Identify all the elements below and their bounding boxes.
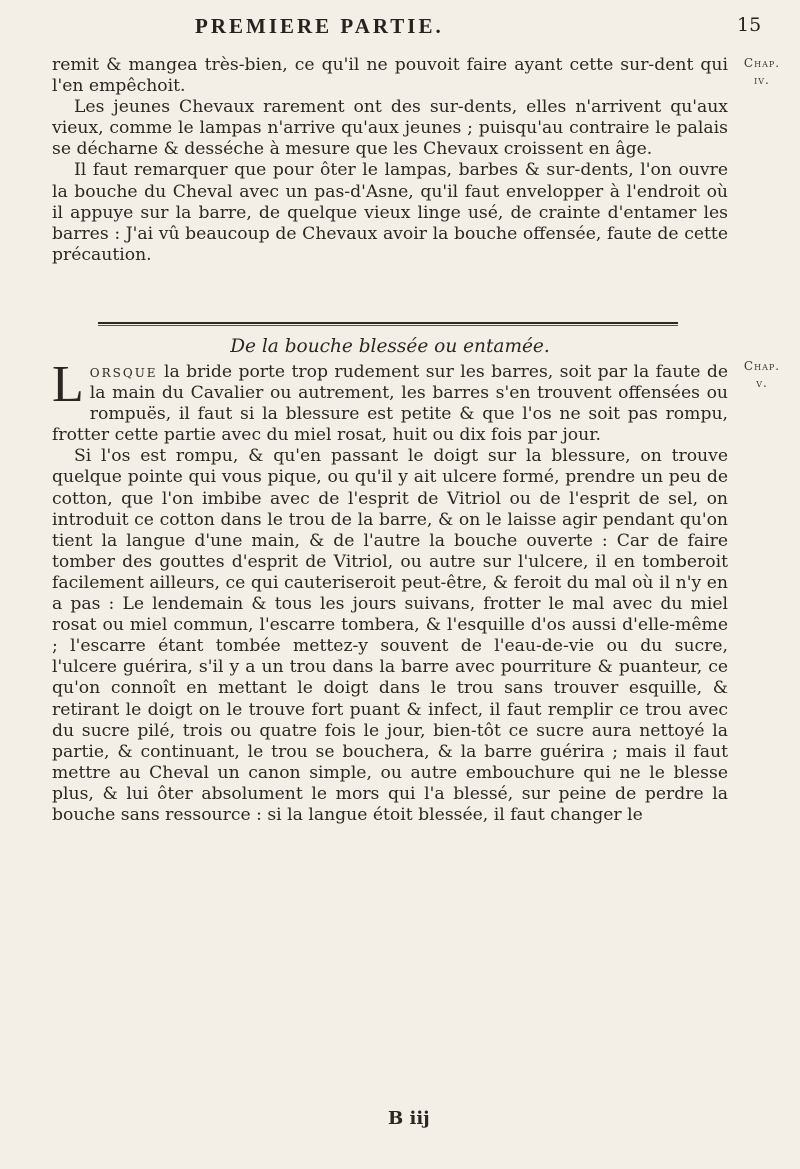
section-heading: De la bouche blessée ou entamée. [230, 336, 550, 357]
signature-mark: B iij [388, 1108, 430, 1129]
paragraph: Les jeunes Chevaux rarement ont des sur-dents, elles n'arrivent qu'aux vieux, comme le lampas n'arrive qu'aux jeunes ; puisqu'au contraire le palais se décharne & desséche à mesure que les Chevaux croissent en âge. [52, 97, 728, 160]
margin-note-number: v. [756, 376, 768, 390]
margin-note-chapter-4 [732, 55, 792, 89]
page-number: 15 [737, 14, 762, 36]
margin-note-number: iv. [754, 73, 770, 87]
section-divider [98, 322, 678, 324]
section-1-text [52, 55, 728, 266]
section-2-text [52, 356, 728, 826]
margin-note-label: Chap. [743, 359, 781, 373]
paragraph-opening [52, 356, 728, 446]
margin-note-label: Chap. [743, 56, 781, 70]
margin-note-chapter-5 [732, 358, 792, 392]
running-head: PREMIERE PARTIE. [195, 14, 444, 38]
drop-cap: L [52, 356, 84, 413]
section-divider-thin [98, 325, 678, 326]
paragraph: remit & mangea très-bien, ce qu'il ne pouvoit faire ayant cette sur-dent qui l'en empêchoit. [52, 55, 728, 97]
paragraph-body: la bride porte trop rudement sur les barres, soit par la faute de la main du Cavalier ou autrement, les barres s'en trouvent offensées ou rompuës, il faut si la blessure est petite & que l'os ne soit pas rompu, frotter cette partie avec du miel rosat, huit ou dix fois par jour. [52, 362, 728, 446]
lead-word: orsque [89, 362, 158, 382]
paragraph: Il faut remarquer que pour ôter le lampas, barbes & sur-dents, l'on ouvre la bouche du Cheval avec un pas-d'Asne, qu'il faut envelopper à l'endroit où il appuye sur la barre, de quelque vieux linge usé, de crainte d'entamer les barres : J'ai vû beaucoup de Chevaux avoir la bouche offensée, faute de cette précaution. [52, 160, 728, 265]
paragraph: Si l'os est rompu, & qu'en passant le doigt sur la blessure, on trouve quelque pointe qui vous pique, ou qu'il y ait ulcere formé, prendre un peu de cotton, que l'on imbibe avec de l'esprit de Vitriol ou de l'esprit de sel, on introduit ce cotton dans le trou de la barre, & on le laisse agir pendant qu'on tient la langue d'une main, & de l'autre la bouche ouverte : Car de faire tomber des gouttes d'esprit de Vitriol, ou autre sur l'ulcere, il en tomberoit facilement ailleurs, ce qui cauteriseroit peut-être, & feroit du mal où il n'y en a pas : Le lendemain & tous les jours suivans, frotter le mal avec du miel rosat ou miel commun, l'escarre tombera, & l'esquille d'os aussi d'elle-même ; l'escarre étant tombée mettez-y souvent de l'eau-de-vie ou du sucre, l'ulcere guérira, s'il y a un trou dans la barre avec pourriture & puanteur, ce qu'on connoît en mettant le doigt dans le trou sans trouver esquille, & retirant le doigt on le trouve fort puant & infect, il faut remplir ce trou avec du sucre pilé, trois ou quatre fois le jour, bien-tôt ce sucre aura nettoyé la partie, & continuant, le trou se bouchera, & la barre guérira ; mais il faut mettre au Cheval un canon simple, ou autre embouchure qui ne le blesse plus, & lui ôter absolument le mors qui l'a blessé, sur peine de perdre la bouche sans ressource : si la langue étoit blessée, il faut changer le [52, 446, 728, 825]
